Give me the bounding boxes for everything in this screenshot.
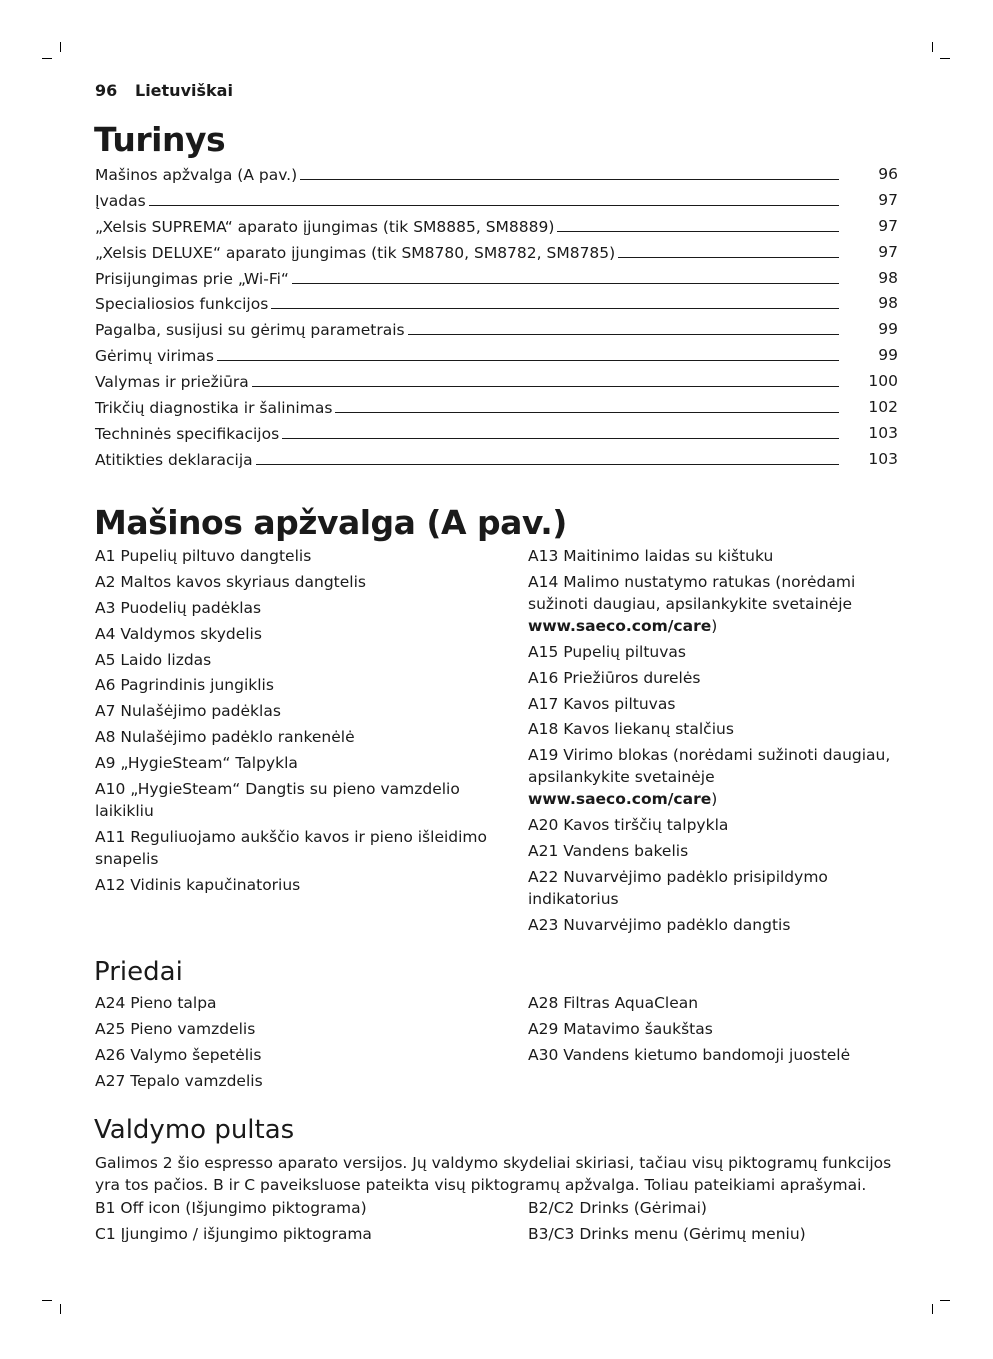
list-item: A21 Vandens bakelis [528,842,689,861]
crop-mark [60,1304,61,1314]
crop-mark [42,58,52,59]
toc-entry[interactable]: Mašinos apžvalga (A pav.) 96 [95,162,898,188]
crop-mark [940,58,950,59]
table-of-contents [95,162,898,473]
list-item: A14 Malimo nustatymo ratukas (norėdami sužinoti daugiau, apsilankykite svetainėje www.saeco.com/care) [528,572,856,635]
overview-title: Mašinos apžvalga (A pav.) [94,503,567,542]
list-item: C1 Įjungimo / išjungimo piktograma [95,1224,372,1243]
list-item: A16 Priežiūros durelės [528,668,701,687]
control-panel-title: Valdymo pultas [94,1115,295,1145]
toc-title: Turinys [94,120,226,159]
care-link[interactable]: www.saeco.com/care [528,616,712,635]
list-item: A8 Nulašėjimo padėklo rankenėlė [95,728,355,747]
list-item: A9 „HygieSteam“ Talpykla [95,754,298,773]
list-item: A3 Puodelių padėklas [95,598,262,617]
list-item: B3/C3 Drinks menu (Gėrimų meniu) [528,1224,806,1243]
list-item: A28 Filtras AquaClean [528,994,699,1012]
list-item: A22 Nuvarvėjimo padėklo prisipildymo indikatorius [528,868,828,909]
list-item: A10 „HygieSteam“ Dangtis su pieno vamzdelio laikikliu [95,780,460,821]
page-header [95,81,233,100]
list-item: B1 Off icon (Išjungimo piktograma) [95,1199,367,1217]
overview-left-list [95,545,490,900]
control-left-list [95,1197,490,1249]
list-item: A11 Reguliuojamo aukščio kavos ir pieno išleidimo snapelis [95,827,488,868]
control-panel-intro: Galimos 2 šio espresso aparato versijos. Jų valdymo skydeliai skiriasi, tačiau visų piktogramų funkcijos yra tos pačios. B ir C paveiksluose pateikta visų piktogramų apžvalga. Toliau pateikiami aprašymai. [95,1154,892,1194]
list-item: A27 Tepalo vamzdelis [95,1071,263,1090]
accessories-right-list [528,992,900,1070]
list-item: A7 Nulašėjimo padėklas [95,702,281,721]
toc-entry[interactable]: Pagalba, susijusi su gėrimų parametrais 99 [95,317,898,343]
overview-right-list [528,545,900,940]
list-item: A6 Pagrindinis jungiklis [95,676,274,695]
list-item: A17 Kavos piltuvas [528,694,676,713]
toc-entry[interactable]: Valymas ir priežiūra 100 [95,369,898,395]
crop-mark [932,1304,933,1314]
list-item: B2/C2 Drinks (Gėrimai) [528,1199,707,1217]
list-item: A4 Valdymos skydelis [95,624,262,643]
list-item: A26 Valymo šepetėlis [95,1045,262,1064]
care-link[interactable]: www.saeco.com/care [528,790,712,809]
page-number: 96 [95,81,118,100]
crop-mark [940,1300,950,1301]
toc-entry[interactable]: Prisijungimas prie „Wi-Fi“ 98 [95,266,898,292]
accessories-left-list [95,992,490,1096]
list-item: A18 Kavos liekanų stalčius [528,720,734,739]
toc-entry[interactable]: Techninės specifikacijos 103 [95,421,898,447]
list-item: A19 Virimo blokas (norėdami sužinoti daugiau, apsilankykite svetainėje www.saeco.com/care) [528,746,891,809]
list-item: A15 Pupelių piltuvas [528,642,686,661]
crop-mark [42,1300,52,1301]
accessories-title: Priedai [94,957,183,987]
list-item: A2 Maltos kavos skyriaus dangtelis [95,572,366,591]
control-right-list [528,1197,900,1249]
list-item: A23 Nuvarvėjimo padėklo dangtis [528,915,791,934]
list-item: A29 Matavimo šaukštas [528,1019,713,1038]
toc-entry[interactable]: Atitikties deklaracija 103 [95,447,898,473]
toc-entry[interactable]: Gėrimų virimas 99 [95,343,898,369]
toc-entry[interactable]: Specialiosios funkcijos 98 [95,291,898,317]
list-item: A12 Vidinis kapučinatorius [95,875,301,894]
list-item: A25 Pieno vamzdelis [95,1019,256,1038]
list-item: A5 Laido lizdas [95,650,212,669]
toc-entry[interactable]: Įvadas 97 [95,188,898,214]
list-item: A20 Kavos tirščių talpykla [528,816,729,835]
list-item: A24 Pieno talpa [95,994,217,1012]
toc-entry[interactable]: „Xelsis DELUXE“ aparato įjungimas (tik SM8780, SM8782, SM8785) 97 [95,240,898,266]
list-item: A1 Pupelių piltuvo dangtelis [95,547,312,565]
toc-entry[interactable]: „Xelsis SUPREMA“ aparato įjungimas (tik SM8885, SM8889) 97 [95,214,898,240]
language-label: Lietuviškai [135,81,233,100]
list-item: A30 Vandens kietumo bandomoji juostelė [528,1045,851,1064]
crop-mark [60,42,61,52]
list-item: A13 Maitinimo laidas su kištuku [528,547,774,565]
crop-mark [932,42,933,52]
toc-entry[interactable]: Trikčių diagnostika ir šalinimas 102 [95,395,898,421]
